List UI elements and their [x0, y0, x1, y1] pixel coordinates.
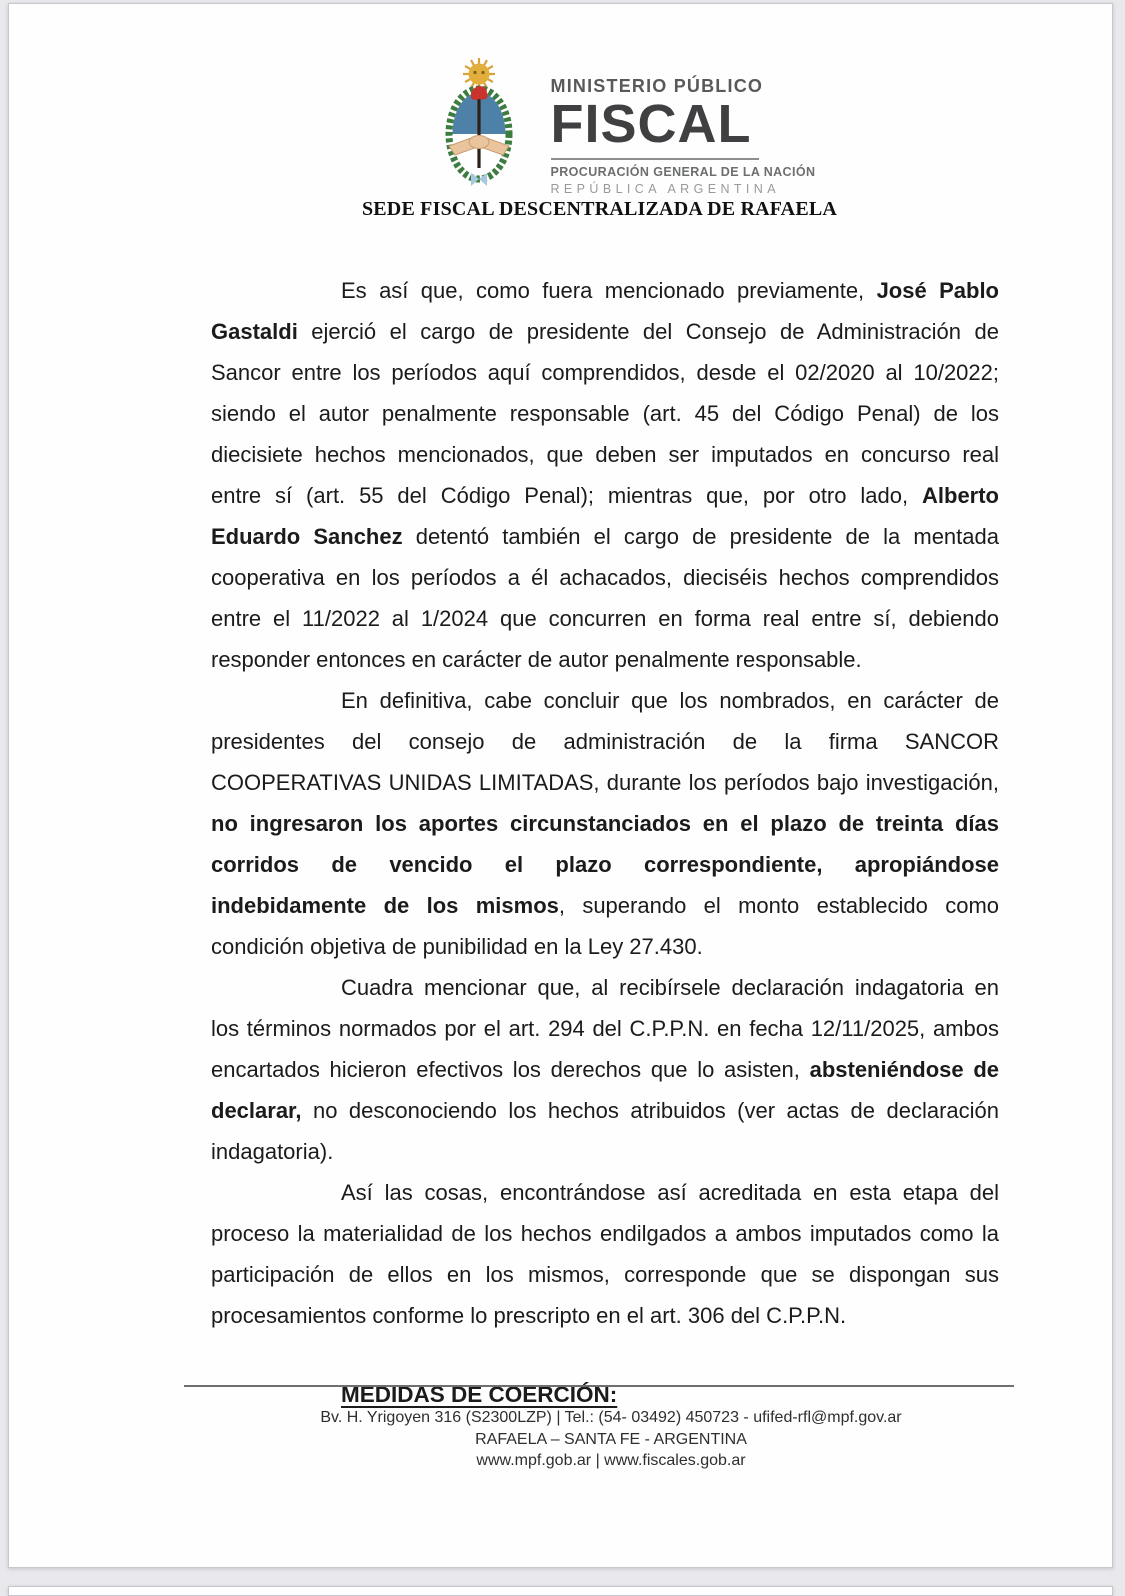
footer-rule [184, 1385, 1014, 1387]
mpf-logo [9, 54, 1112, 196]
footer-websites-line: www.mpf.gob.ar | www.fiscales.gob.ar [476, 1452, 746, 1469]
logo-republica-line: REPÚBLICA ARGENTINA [550, 182, 780, 197]
page-footer [184, 1385, 1014, 1472]
paragraph-gastaldi: Es así que, como fuera mencionado previamente, José Pablo Gastaldi ejerció el cargo de presidente del Consejo de Administración de Sancor entre los períodos aquí comprendidos, desde el 02/2020 al 10/2022; siendo el autor penalmente responsable (art. 45 del Código Penal) de los diecisiete hechos mencionados, que deben ser imputados en concurso real entre sí (art. 55 del Código Penal); mientras que, por otro lado, Alberto Eduardo Sanchez detentó también el cargo de presidente de la mentada cooperativa en los períodos a él achacados, dieciséis hechos comprendidos entre el 11/2022 al 1/2024 que concurren en forma real entre sí, debiendo responder entonces en carácter de autor penalmente responsable. [211, 278, 999, 672]
footer-address-line: Bv. H. Yrigoyen 316 (S2300LZP) | Tel.: (54- 03492) 450723 - ufifed-rfl@mpf.gov.ar [320, 1409, 902, 1426]
paragraph-conclusion: En definitiva, cabe concluir que los nombrados, en carácter de presidentes del consejo de administración de la firma SANCOR COOPERATIVAS UNIDAS LIMITADAS, durante los períodos bajo investigación, no ingresaron los aportes circunstanciados en el plazo de treinta días corridos de vencido el plazo correspondiente, apropiándose indebidamente de los mismos, superando el monto establecido como condición objetiva de punibilidad en la Ley 27.430. [211, 688, 1000, 959]
pike-icon [477, 96, 480, 168]
section-heading-medidas: MEDIDAS DE COERCIÓN: [341, 1382, 618, 1407]
sun-icon [468, 64, 489, 85]
logo-procuracion-line: PROCURACIÓN GENERAL DE LA NACIÓN [550, 165, 816, 180]
office-title: SEDE FISCAL DESCENTRALIZADA DE RAFAELA [361, 198, 838, 220]
phrygian-cap-icon [470, 86, 487, 100]
paragraph-indagatoria: Cuadra mencionar que, al recibírsele declaración indagatoria en los términos normados por el art. 294 del C.P.P.N. en fecha 12/11/2025, ambos encartados hicieron efectivos los derechos que lo asisten, absteniéndose de declarar, no desconociendo los hechos atribuidos (ver actas de declaración indagatoria). [211, 975, 999, 1164]
document-page [8, 3, 1113, 1568]
next-page-edge [8, 1586, 1113, 1596]
document-body [211, 270, 999, 1415]
mpf-logo-text [550, 54, 816, 197]
logo-ministry-line: MINISTERIO PÚBLICO [550, 76, 764, 96]
argentina-coat-of-arms-icon [437, 54, 521, 196]
paragraph-procesamiento: Así las cosas, encontrándose así acreditada en esta etapa del proceso la materialidad de los hechos endilgados a ambos imputados como la participación de ellos en los mismos, corresponde que se dispongan sus procesamientos conforme lo prescripto en el art. 306 del C.P.P.N. [211, 1180, 999, 1328]
footer-city-line: RAFAELA – SANTA FE - ARGENTINA [475, 1430, 747, 1448]
logo-divider [551, 158, 759, 160]
logo-fiscal-wordmark: FISCAL [550, 94, 752, 154]
